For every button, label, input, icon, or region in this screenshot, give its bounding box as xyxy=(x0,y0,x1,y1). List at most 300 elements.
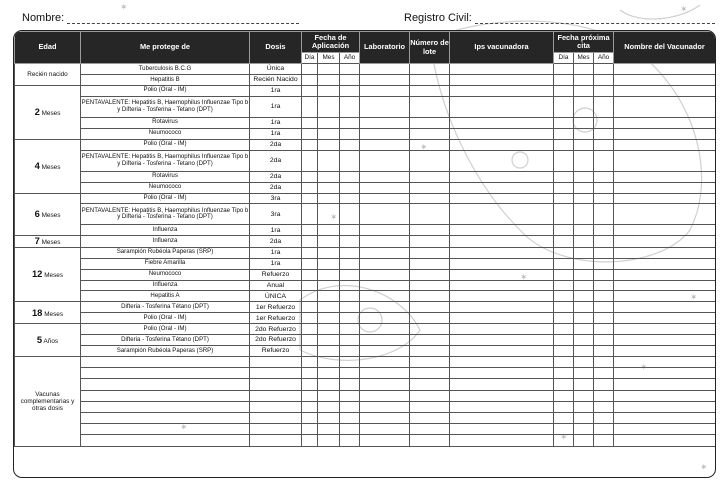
laboratorio-field[interactable] xyxy=(360,346,410,357)
lote-field[interactable] xyxy=(410,390,450,401)
cita-anio-field[interactable] xyxy=(594,182,614,193)
cita-mes-field[interactable] xyxy=(574,313,594,324)
apl-dia-field[interactable] xyxy=(302,128,318,139)
apl-mes-field[interactable] xyxy=(318,139,340,150)
ips-field[interactable] xyxy=(450,225,554,236)
cita-mes-field[interactable] xyxy=(574,424,594,435)
apl-anio-field[interactable] xyxy=(340,346,360,357)
ips-field[interactable] xyxy=(450,236,554,247)
laboratorio-field[interactable] xyxy=(360,258,410,269)
cita-dia-field[interactable] xyxy=(554,139,574,150)
laboratorio-field[interactable] xyxy=(360,85,410,96)
cita-dia-field[interactable] xyxy=(554,171,574,182)
lote-field[interactable] xyxy=(410,64,450,75)
apl-anio-field[interactable] xyxy=(340,225,360,236)
vacunador-field[interactable] xyxy=(614,236,716,247)
apl-mes-field[interactable] xyxy=(318,324,340,335)
apl-anio-field[interactable] xyxy=(340,117,360,128)
ips-field[interactable] xyxy=(450,150,554,171)
lote-field[interactable] xyxy=(410,258,450,269)
apl-mes-field[interactable] xyxy=(318,117,340,128)
laboratorio-field[interactable] xyxy=(360,313,410,324)
vacunador-field[interactable] xyxy=(614,96,716,117)
apl-mes-field[interactable] xyxy=(318,85,340,96)
ips-field[interactable] xyxy=(450,139,554,150)
cita-anio-field[interactable] xyxy=(594,117,614,128)
apl-dia-field[interactable] xyxy=(302,150,318,171)
apl-dia-field[interactable] xyxy=(302,64,318,75)
cita-anio-field[interactable] xyxy=(594,435,614,446)
laboratorio-field[interactable] xyxy=(360,247,410,258)
apl-dia-field[interactable] xyxy=(302,269,318,280)
apl-mes-field[interactable] xyxy=(318,96,340,117)
apl-anio-field[interactable] xyxy=(340,357,360,368)
lote-field[interactable] xyxy=(410,128,450,139)
lote-field[interactable] xyxy=(410,302,450,313)
vacunador-field[interactable] xyxy=(614,335,716,346)
cita-dia-field[interactable] xyxy=(554,85,574,96)
apl-dia-field[interactable] xyxy=(302,357,318,368)
ips-field[interactable] xyxy=(450,182,554,193)
apl-dia-field[interactable] xyxy=(302,324,318,335)
vacunador-field[interactable] xyxy=(614,225,716,236)
ips-field[interactable] xyxy=(450,390,554,401)
apl-anio-field[interactable] xyxy=(340,193,360,204)
cita-anio-field[interactable] xyxy=(594,236,614,247)
cita-mes-field[interactable] xyxy=(574,204,594,225)
apl-anio-field[interactable] xyxy=(340,182,360,193)
vacunador-field[interactable] xyxy=(614,247,716,258)
apl-dia-field[interactable] xyxy=(302,225,318,236)
lote-field[interactable] xyxy=(410,236,450,247)
ips-field[interactable] xyxy=(450,435,554,446)
apl-dia-field[interactable] xyxy=(302,368,318,379)
vacunador-field[interactable] xyxy=(614,368,716,379)
apl-dia-field[interactable] xyxy=(302,171,318,182)
lote-field[interactable] xyxy=(410,313,450,324)
vacunador-field[interactable] xyxy=(614,74,716,85)
apl-dia-field[interactable] xyxy=(302,139,318,150)
apl-anio-field[interactable] xyxy=(340,64,360,75)
apl-mes-field[interactable] xyxy=(318,379,340,390)
laboratorio-field[interactable] xyxy=(360,368,410,379)
apl-anio-field[interactable] xyxy=(340,435,360,446)
laboratorio-field[interactable] xyxy=(360,150,410,171)
vacunador-field[interactable] xyxy=(614,150,716,171)
ips-field[interactable] xyxy=(450,280,554,291)
apl-mes-field[interactable] xyxy=(318,225,340,236)
cita-mes-field[interactable] xyxy=(574,324,594,335)
vacunador-field[interactable] xyxy=(614,128,716,139)
ips-field[interactable] xyxy=(450,413,554,424)
cita-dia-field[interactable] xyxy=(554,302,574,313)
cita-dia-field[interactable] xyxy=(554,128,574,139)
apl-dia-field[interactable] xyxy=(302,313,318,324)
cita-anio-field[interactable] xyxy=(594,150,614,171)
cita-mes-field[interactable] xyxy=(574,139,594,150)
cita-anio-field[interactable] xyxy=(594,368,614,379)
vacunador-field[interactable] xyxy=(614,379,716,390)
apl-mes-field[interactable] xyxy=(318,357,340,368)
apl-mes-field[interactable] xyxy=(318,128,340,139)
cita-anio-field[interactable] xyxy=(594,85,614,96)
apl-dia-field[interactable] xyxy=(302,435,318,446)
vacunador-field[interactable] xyxy=(614,357,716,368)
cita-mes-field[interactable] xyxy=(574,357,594,368)
cita-mes-field[interactable] xyxy=(574,390,594,401)
apl-dia-field[interactable] xyxy=(302,302,318,313)
apl-anio-field[interactable] xyxy=(340,139,360,150)
apl-mes-field[interactable] xyxy=(318,64,340,75)
cita-anio-field[interactable] xyxy=(594,401,614,412)
laboratorio-field[interactable] xyxy=(360,182,410,193)
cita-dia-field[interactable] xyxy=(554,236,574,247)
ips-field[interactable] xyxy=(450,64,554,75)
apl-mes-field[interactable] xyxy=(318,302,340,313)
ips-field[interactable] xyxy=(450,258,554,269)
cita-anio-field[interactable] xyxy=(594,247,614,258)
cita-dia-field[interactable] xyxy=(554,357,574,368)
apl-dia-field[interactable] xyxy=(302,117,318,128)
cita-dia-field[interactable] xyxy=(554,225,574,236)
apl-mes-field[interactable] xyxy=(318,390,340,401)
cita-mes-field[interactable] xyxy=(574,74,594,85)
apl-mes-field[interactable] xyxy=(318,291,340,302)
vacunador-field[interactable] xyxy=(614,117,716,128)
cita-mes-field[interactable] xyxy=(574,171,594,182)
lote-field[interactable] xyxy=(410,247,450,258)
vacunador-field[interactable] xyxy=(614,424,716,435)
apl-anio-field[interactable] xyxy=(340,313,360,324)
cita-dia-field[interactable] xyxy=(554,117,574,128)
vacunador-field[interactable] xyxy=(614,401,716,412)
laboratorio-field[interactable] xyxy=(360,225,410,236)
laboratorio-field[interactable] xyxy=(360,139,410,150)
apl-anio-field[interactable] xyxy=(340,401,360,412)
cita-anio-field[interactable] xyxy=(594,424,614,435)
cita-mes-field[interactable] xyxy=(574,64,594,75)
lote-field[interactable] xyxy=(410,413,450,424)
laboratorio-field[interactable] xyxy=(360,435,410,446)
lote-field[interactable] xyxy=(410,357,450,368)
apl-dia-field[interactable] xyxy=(302,74,318,85)
lote-field[interactable] xyxy=(410,335,450,346)
ips-field[interactable] xyxy=(450,379,554,390)
apl-dia-field[interactable] xyxy=(302,346,318,357)
cita-mes-field[interactable] xyxy=(574,401,594,412)
cita-mes-field[interactable] xyxy=(574,258,594,269)
apl-anio-field[interactable] xyxy=(340,247,360,258)
cita-dia-field[interactable] xyxy=(554,182,574,193)
apl-mes-field[interactable] xyxy=(318,204,340,225)
apl-dia-field[interactable] xyxy=(302,96,318,117)
apl-dia-field[interactable] xyxy=(302,236,318,247)
laboratorio-field[interactable] xyxy=(360,171,410,182)
apl-anio-field[interactable] xyxy=(340,258,360,269)
apl-anio-field[interactable] xyxy=(340,74,360,85)
vacunador-field[interactable] xyxy=(614,269,716,280)
cita-mes-field[interactable] xyxy=(574,413,594,424)
cita-mes-field[interactable] xyxy=(574,435,594,446)
cita-dia-field[interactable] xyxy=(554,247,574,258)
ips-field[interactable] xyxy=(450,346,554,357)
apl-dia-field[interactable] xyxy=(302,193,318,204)
laboratorio-field[interactable] xyxy=(360,357,410,368)
lote-field[interactable] xyxy=(410,139,450,150)
cita-dia-field[interactable] xyxy=(554,335,574,346)
laboratorio-field[interactable] xyxy=(360,335,410,346)
apl-anio-field[interactable] xyxy=(340,96,360,117)
cita-anio-field[interactable] xyxy=(594,74,614,85)
cita-dia-field[interactable] xyxy=(554,346,574,357)
lote-field[interactable] xyxy=(410,204,450,225)
lote-field[interactable] xyxy=(410,150,450,171)
lote-field[interactable] xyxy=(410,182,450,193)
ips-field[interactable] xyxy=(450,291,554,302)
cita-mes-field[interactable] xyxy=(574,85,594,96)
cita-anio-field[interactable] xyxy=(594,64,614,75)
lote-field[interactable] xyxy=(410,96,450,117)
lote-field[interactable] xyxy=(410,193,450,204)
cita-mes-field[interactable] xyxy=(574,335,594,346)
ips-field[interactable] xyxy=(450,401,554,412)
lote-field[interactable] xyxy=(410,74,450,85)
cita-anio-field[interactable] xyxy=(594,324,614,335)
lote-field[interactable] xyxy=(410,368,450,379)
apl-mes-field[interactable] xyxy=(318,346,340,357)
ips-field[interactable] xyxy=(450,171,554,182)
laboratorio-field[interactable] xyxy=(360,424,410,435)
ips-field[interactable] xyxy=(450,357,554,368)
apl-anio-field[interactable] xyxy=(340,269,360,280)
apl-dia-field[interactable] xyxy=(302,401,318,412)
cita-anio-field[interactable] xyxy=(594,379,614,390)
apl-mes-field[interactable] xyxy=(318,401,340,412)
cita-dia-field[interactable] xyxy=(554,269,574,280)
laboratorio-field[interactable] xyxy=(360,324,410,335)
ips-field[interactable] xyxy=(450,117,554,128)
cita-anio-field[interactable] xyxy=(594,171,614,182)
apl-mes-field[interactable] xyxy=(318,368,340,379)
ips-field[interactable] xyxy=(450,193,554,204)
cita-anio-field[interactable] xyxy=(594,390,614,401)
apl-dia-field[interactable] xyxy=(302,291,318,302)
cita-dia-field[interactable] xyxy=(554,291,574,302)
ips-field[interactable] xyxy=(450,204,554,225)
apl-anio-field[interactable] xyxy=(340,324,360,335)
lote-field[interactable] xyxy=(410,401,450,412)
apl-mes-field[interactable] xyxy=(318,424,340,435)
cita-dia-field[interactable] xyxy=(554,193,574,204)
cita-dia-field[interactable] xyxy=(554,424,574,435)
apl-mes-field[interactable] xyxy=(318,258,340,269)
apl-anio-field[interactable] xyxy=(340,335,360,346)
apl-mes-field[interactable] xyxy=(318,171,340,182)
cita-dia-field[interactable] xyxy=(554,313,574,324)
apl-anio-field[interactable] xyxy=(340,424,360,435)
apl-mes-field[interactable] xyxy=(318,182,340,193)
vacunador-field[interactable] xyxy=(614,193,716,204)
apl-anio-field[interactable] xyxy=(340,291,360,302)
cita-dia-field[interactable] xyxy=(554,368,574,379)
cita-mes-field[interactable] xyxy=(574,291,594,302)
cita-anio-field[interactable] xyxy=(594,139,614,150)
lote-field[interactable] xyxy=(410,85,450,96)
apl-anio-field[interactable] xyxy=(340,85,360,96)
vacunador-field[interactable] xyxy=(614,324,716,335)
laboratorio-field[interactable] xyxy=(360,64,410,75)
cita-anio-field[interactable] xyxy=(594,96,614,117)
apl-mes-field[interactable] xyxy=(318,435,340,446)
laboratorio-field[interactable] xyxy=(360,96,410,117)
apl-anio-field[interactable] xyxy=(340,302,360,313)
laboratorio-field[interactable] xyxy=(360,280,410,291)
laboratorio-field[interactable] xyxy=(360,401,410,412)
vacunador-field[interactable] xyxy=(614,171,716,182)
vacunador-field[interactable] xyxy=(614,258,716,269)
apl-dia-field[interactable] xyxy=(302,280,318,291)
apl-anio-field[interactable] xyxy=(340,204,360,225)
apl-anio-field[interactable] xyxy=(340,390,360,401)
cita-dia-field[interactable] xyxy=(554,258,574,269)
ips-field[interactable] xyxy=(450,368,554,379)
vacunador-field[interactable] xyxy=(614,291,716,302)
vacunador-field[interactable] xyxy=(614,413,716,424)
ips-field[interactable] xyxy=(450,96,554,117)
laboratorio-field[interactable] xyxy=(360,302,410,313)
laboratorio-field[interactable] xyxy=(360,117,410,128)
cita-dia-field[interactable] xyxy=(554,324,574,335)
ips-field[interactable] xyxy=(450,424,554,435)
ips-field[interactable] xyxy=(450,247,554,258)
apl-mes-field[interactable] xyxy=(318,280,340,291)
cita-dia-field[interactable] xyxy=(554,150,574,171)
cita-mes-field[interactable] xyxy=(574,150,594,171)
cita-anio-field[interactable] xyxy=(594,302,614,313)
ips-field[interactable] xyxy=(450,128,554,139)
cita-anio-field[interactable] xyxy=(594,204,614,225)
ips-field[interactable] xyxy=(450,85,554,96)
lote-field[interactable] xyxy=(410,291,450,302)
vacunador-field[interactable] xyxy=(614,139,716,150)
apl-anio-field[interactable] xyxy=(340,379,360,390)
cita-anio-field[interactable] xyxy=(594,225,614,236)
apl-mes-field[interactable] xyxy=(318,193,340,204)
cita-anio-field[interactable] xyxy=(594,335,614,346)
ips-field[interactable] xyxy=(450,302,554,313)
apl-anio-field[interactable] xyxy=(340,128,360,139)
cita-anio-field[interactable] xyxy=(594,269,614,280)
cita-dia-field[interactable] xyxy=(554,204,574,225)
cita-mes-field[interactable] xyxy=(574,346,594,357)
laboratorio-field[interactable] xyxy=(360,379,410,390)
lote-field[interactable] xyxy=(410,269,450,280)
lote-field[interactable] xyxy=(410,435,450,446)
cita-mes-field[interactable] xyxy=(574,193,594,204)
apl-dia-field[interactable] xyxy=(302,390,318,401)
apl-dia-field[interactable] xyxy=(302,379,318,390)
cita-mes-field[interactable] xyxy=(574,280,594,291)
cita-mes-field[interactable] xyxy=(574,368,594,379)
apl-anio-field[interactable] xyxy=(340,150,360,171)
apl-anio-field[interactable] xyxy=(340,171,360,182)
cita-anio-field[interactable] xyxy=(594,313,614,324)
apl-dia-field[interactable] xyxy=(302,258,318,269)
vacunador-field[interactable] xyxy=(614,64,716,75)
apl-dia-field[interactable] xyxy=(302,182,318,193)
apl-dia-field[interactable] xyxy=(302,413,318,424)
vacunador-field[interactable] xyxy=(614,280,716,291)
cita-mes-field[interactable] xyxy=(574,182,594,193)
cita-dia-field[interactable] xyxy=(554,413,574,424)
cita-anio-field[interactable] xyxy=(594,258,614,269)
cita-mes-field[interactable] xyxy=(574,96,594,117)
apl-dia-field[interactable] xyxy=(302,424,318,435)
vacunador-field[interactable] xyxy=(614,313,716,324)
lote-field[interactable] xyxy=(410,225,450,236)
cita-anio-field[interactable] xyxy=(594,291,614,302)
cita-mes-field[interactable] xyxy=(574,379,594,390)
cita-mes-field[interactable] xyxy=(574,117,594,128)
lote-field[interactable] xyxy=(410,324,450,335)
cita-mes-field[interactable] xyxy=(574,225,594,236)
ips-field[interactable] xyxy=(450,269,554,280)
cita-dia-field[interactable] xyxy=(554,64,574,75)
laboratorio-field[interactable] xyxy=(360,74,410,85)
cita-dia-field[interactable] xyxy=(554,379,574,390)
apl-dia-field[interactable] xyxy=(302,85,318,96)
laboratorio-field[interactable] xyxy=(360,413,410,424)
cita-dia-field[interactable] xyxy=(554,401,574,412)
vacunador-field[interactable] xyxy=(614,435,716,446)
apl-mes-field[interactable] xyxy=(318,335,340,346)
laboratorio-field[interactable] xyxy=(360,204,410,225)
apl-dia-field[interactable] xyxy=(302,247,318,258)
vacunador-field[interactable] xyxy=(614,204,716,225)
lote-field[interactable] xyxy=(410,280,450,291)
lote-field[interactable] xyxy=(410,346,450,357)
laboratorio-field[interactable] xyxy=(360,193,410,204)
apl-mes-field[interactable] xyxy=(318,313,340,324)
cita-anio-field[interactable] xyxy=(594,346,614,357)
ips-field[interactable] xyxy=(450,324,554,335)
cita-mes-field[interactable] xyxy=(574,236,594,247)
apl-mes-field[interactable] xyxy=(318,150,340,171)
cita-anio-field[interactable] xyxy=(594,413,614,424)
apl-mes-field[interactable] xyxy=(318,74,340,85)
ips-field[interactable] xyxy=(450,335,554,346)
ips-field[interactable] xyxy=(450,74,554,85)
cita-dia-field[interactable] xyxy=(554,96,574,117)
cita-dia-field[interactable] xyxy=(554,435,574,446)
cita-dia-field[interactable] xyxy=(554,280,574,291)
apl-anio-field[interactable] xyxy=(340,368,360,379)
vacunador-field[interactable] xyxy=(614,182,716,193)
vacunador-field[interactable] xyxy=(614,302,716,313)
laboratorio-field[interactable] xyxy=(360,128,410,139)
apl-anio-field[interactable] xyxy=(340,236,360,247)
apl-mes-field[interactable] xyxy=(318,236,340,247)
vacunador-field[interactable] xyxy=(614,346,716,357)
laboratorio-field[interactable] xyxy=(360,236,410,247)
apl-mes-field[interactable] xyxy=(318,269,340,280)
cita-mes-field[interactable] xyxy=(574,247,594,258)
cita-mes-field[interactable] xyxy=(574,302,594,313)
apl-mes-field[interactable] xyxy=(318,247,340,258)
cita-mes-field[interactable] xyxy=(574,128,594,139)
apl-anio-field[interactable] xyxy=(340,413,360,424)
cita-anio-field[interactable] xyxy=(594,280,614,291)
